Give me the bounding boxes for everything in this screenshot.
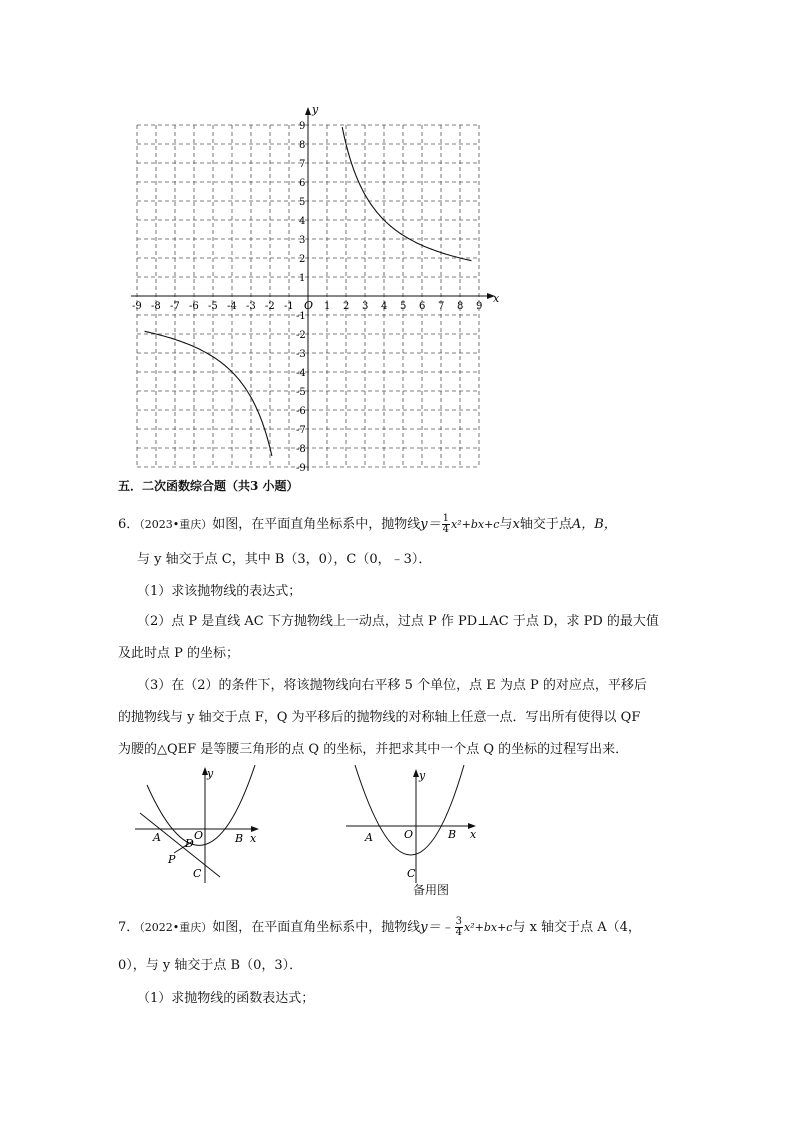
q6-text-c: x — [512, 517, 520, 532]
q7-number: 7． — [118, 920, 140, 935]
svg-text:P: P — [168, 853, 176, 866]
svg-text:B: B — [235, 832, 244, 845]
svg-text:D: D — [185, 837, 194, 850]
svg-text:C: C — [407, 867, 416, 880]
y-tick-label: 6 — [299, 178, 306, 189]
q6-sub2-b: 及此时点 P 的坐标； — [118, 646, 240, 661]
section-heading: 五．二次函数综合题（共3 小题） — [118, 479, 299, 493]
hyperbola-branch-right — [342, 127, 471, 261]
q6-text-e: A，B， — [571, 517, 617, 532]
x-tick-label: -3 — [246, 301, 256, 312]
x-tick-label: 8 — [457, 301, 464, 312]
y-tick-label: 9 — [299, 121, 306, 132]
y-tick-label: -2 — [296, 330, 306, 341]
x-tick-label: 6 — [419, 301, 426, 312]
q7-line1 — [118, 914, 641, 942]
y-tick-label: 4 — [299, 216, 306, 227]
y-tick-label: 5 — [299, 197, 306, 208]
y-tick-label: 1 — [299, 273, 306, 284]
y-tick-label: 7 — [299, 159, 306, 170]
q6-text-a: 如图，在平面直角坐标系中，抛物线 — [212, 517, 421, 532]
y-tick-label: -5 — [296, 387, 306, 398]
x-tick-label: 4 — [381, 301, 388, 312]
q7-source: （2022•重庆） — [139, 921, 213, 934]
y-axis-label: y — [312, 103, 319, 116]
q6-eq-y: y＝ — [420, 517, 441, 532]
y-tick-label: -9 — [296, 463, 306, 474]
q6-figure-backup — [340, 765, 485, 885]
q7-sub1: （1）求抛物线的函数表达式； — [137, 991, 315, 1006]
x-tick-label: -4 — [227, 301, 237, 312]
q6-number: 6． — [118, 517, 140, 532]
q6-line2: 与 y 轴交于点 C，其中 B（3，0），C（0，﹣3）． — [137, 552, 432, 567]
svg-text:y: y — [419, 769, 426, 782]
y-tick-label: -7 — [296, 425, 306, 436]
hyperbola-grid-figure — [130, 92, 520, 474]
q6-sub2-a: （2）点 P 是直线 AC 下方抛物线上一动点，过点 P 作 PD⊥AC 于点 D，求 PD 的最大值 — [137, 614, 659, 629]
svg-text:y: y — [207, 767, 214, 780]
hyperbola-branch-left — [145, 331, 272, 456]
y-tick-label: 3 — [299, 235, 306, 246]
q7-text-b: 与 x 轴交于点 A（4， — [512, 920, 641, 935]
q6-text-b: 与 — [499, 517, 513, 532]
q7-fraction: $\frac{3}{4}$ — [455, 916, 463, 938]
q6-sub3-b: 的抛物线与 y 轴交于点 F，Q 为平移后的抛物线的对称轴上任意一点．写出所有使得以 QF — [118, 710, 641, 725]
x-tick-label: -1 — [284, 301, 294, 312]
q6-fraction: $\frac{1}{4}$ — [442, 513, 450, 535]
q6-text-d: 轴交于点 — [519, 517, 572, 532]
x-tick-label: -6 — [189, 301, 199, 312]
svg-text:C: C — [193, 867, 202, 880]
q6-sub3-c: 为腰的△QEF 是等腰三角形的点 Q 的坐标，并把求其中一个点 Q 的坐标的过程写出来． — [118, 742, 629, 757]
x-tick-label: 3 — [362, 301, 369, 312]
x-tick-label: -5 — [208, 301, 218, 312]
q6-sub1: （1）求该抛物线的表达式； — [137, 584, 302, 599]
y-tick-label: 2 — [299, 254, 306, 265]
svg-text:O: O — [194, 829, 204, 842]
coordinate-axes — [131, 107, 495, 471]
svg-text:x: x — [470, 828, 477, 841]
x-tick-label: -8 — [151, 301, 161, 312]
x-tick-label: 7 — [438, 301, 445, 312]
x-tick-label: 5 — [400, 301, 407, 312]
y-tick-label: -8 — [296, 444, 306, 455]
tick-labels — [132, 121, 482, 474]
svg-text:O: O — [404, 828, 414, 841]
x-tick-label: -2 — [265, 301, 275, 312]
q7-eq-y: y＝﹣ — [420, 920, 454, 935]
q6-sub3-a: （3）在（2）的条件下，将该抛物线向右平移 5 个单位，点 E 为点 P 的对应点，平移后 — [137, 678, 647, 693]
y-tick-label: -1 — [296, 311, 306, 322]
x-tick-label: -9 — [132, 301, 142, 312]
y-axis-arrow — [305, 107, 311, 115]
q6-source: （2023•重庆） — [139, 518, 213, 531]
q7-line2: 0），与 y 轴交于点 B（0，3）． — [118, 958, 303, 973]
q7-eq-rest: x²+bx+c — [464, 921, 513, 934]
svg-text:B: B — [448, 828, 457, 841]
x-tick-label: 1 — [324, 301, 331, 312]
x-tick-label: 9 — [476, 301, 483, 312]
q6-line1 — [118, 511, 617, 539]
svg-text:A: A — [365, 831, 373, 844]
x-tick-label: -7 — [170, 301, 180, 312]
y-tick-label: -4 — [296, 368, 306, 379]
svg-text:x: x — [250, 832, 257, 845]
y-tick-label: 8 — [299, 140, 306, 151]
x-axis-label: x — [493, 292, 500, 305]
origin-label: O — [304, 299, 314, 312]
y-tick-label: -6 — [296, 406, 306, 417]
q6-eq-rest: x²+bx+c — [451, 518, 500, 531]
y-tick-label: -3 — [296, 349, 306, 360]
q7-text-a: 如图，在平面直角坐标系中，抛物线 — [212, 920, 421, 935]
svg-text:A: A — [153, 831, 161, 844]
q6-figure-main — [135, 765, 265, 885]
q6-figure-caption: 备用图 — [413, 883, 450, 897]
x-tick-label: 2 — [343, 301, 350, 312]
